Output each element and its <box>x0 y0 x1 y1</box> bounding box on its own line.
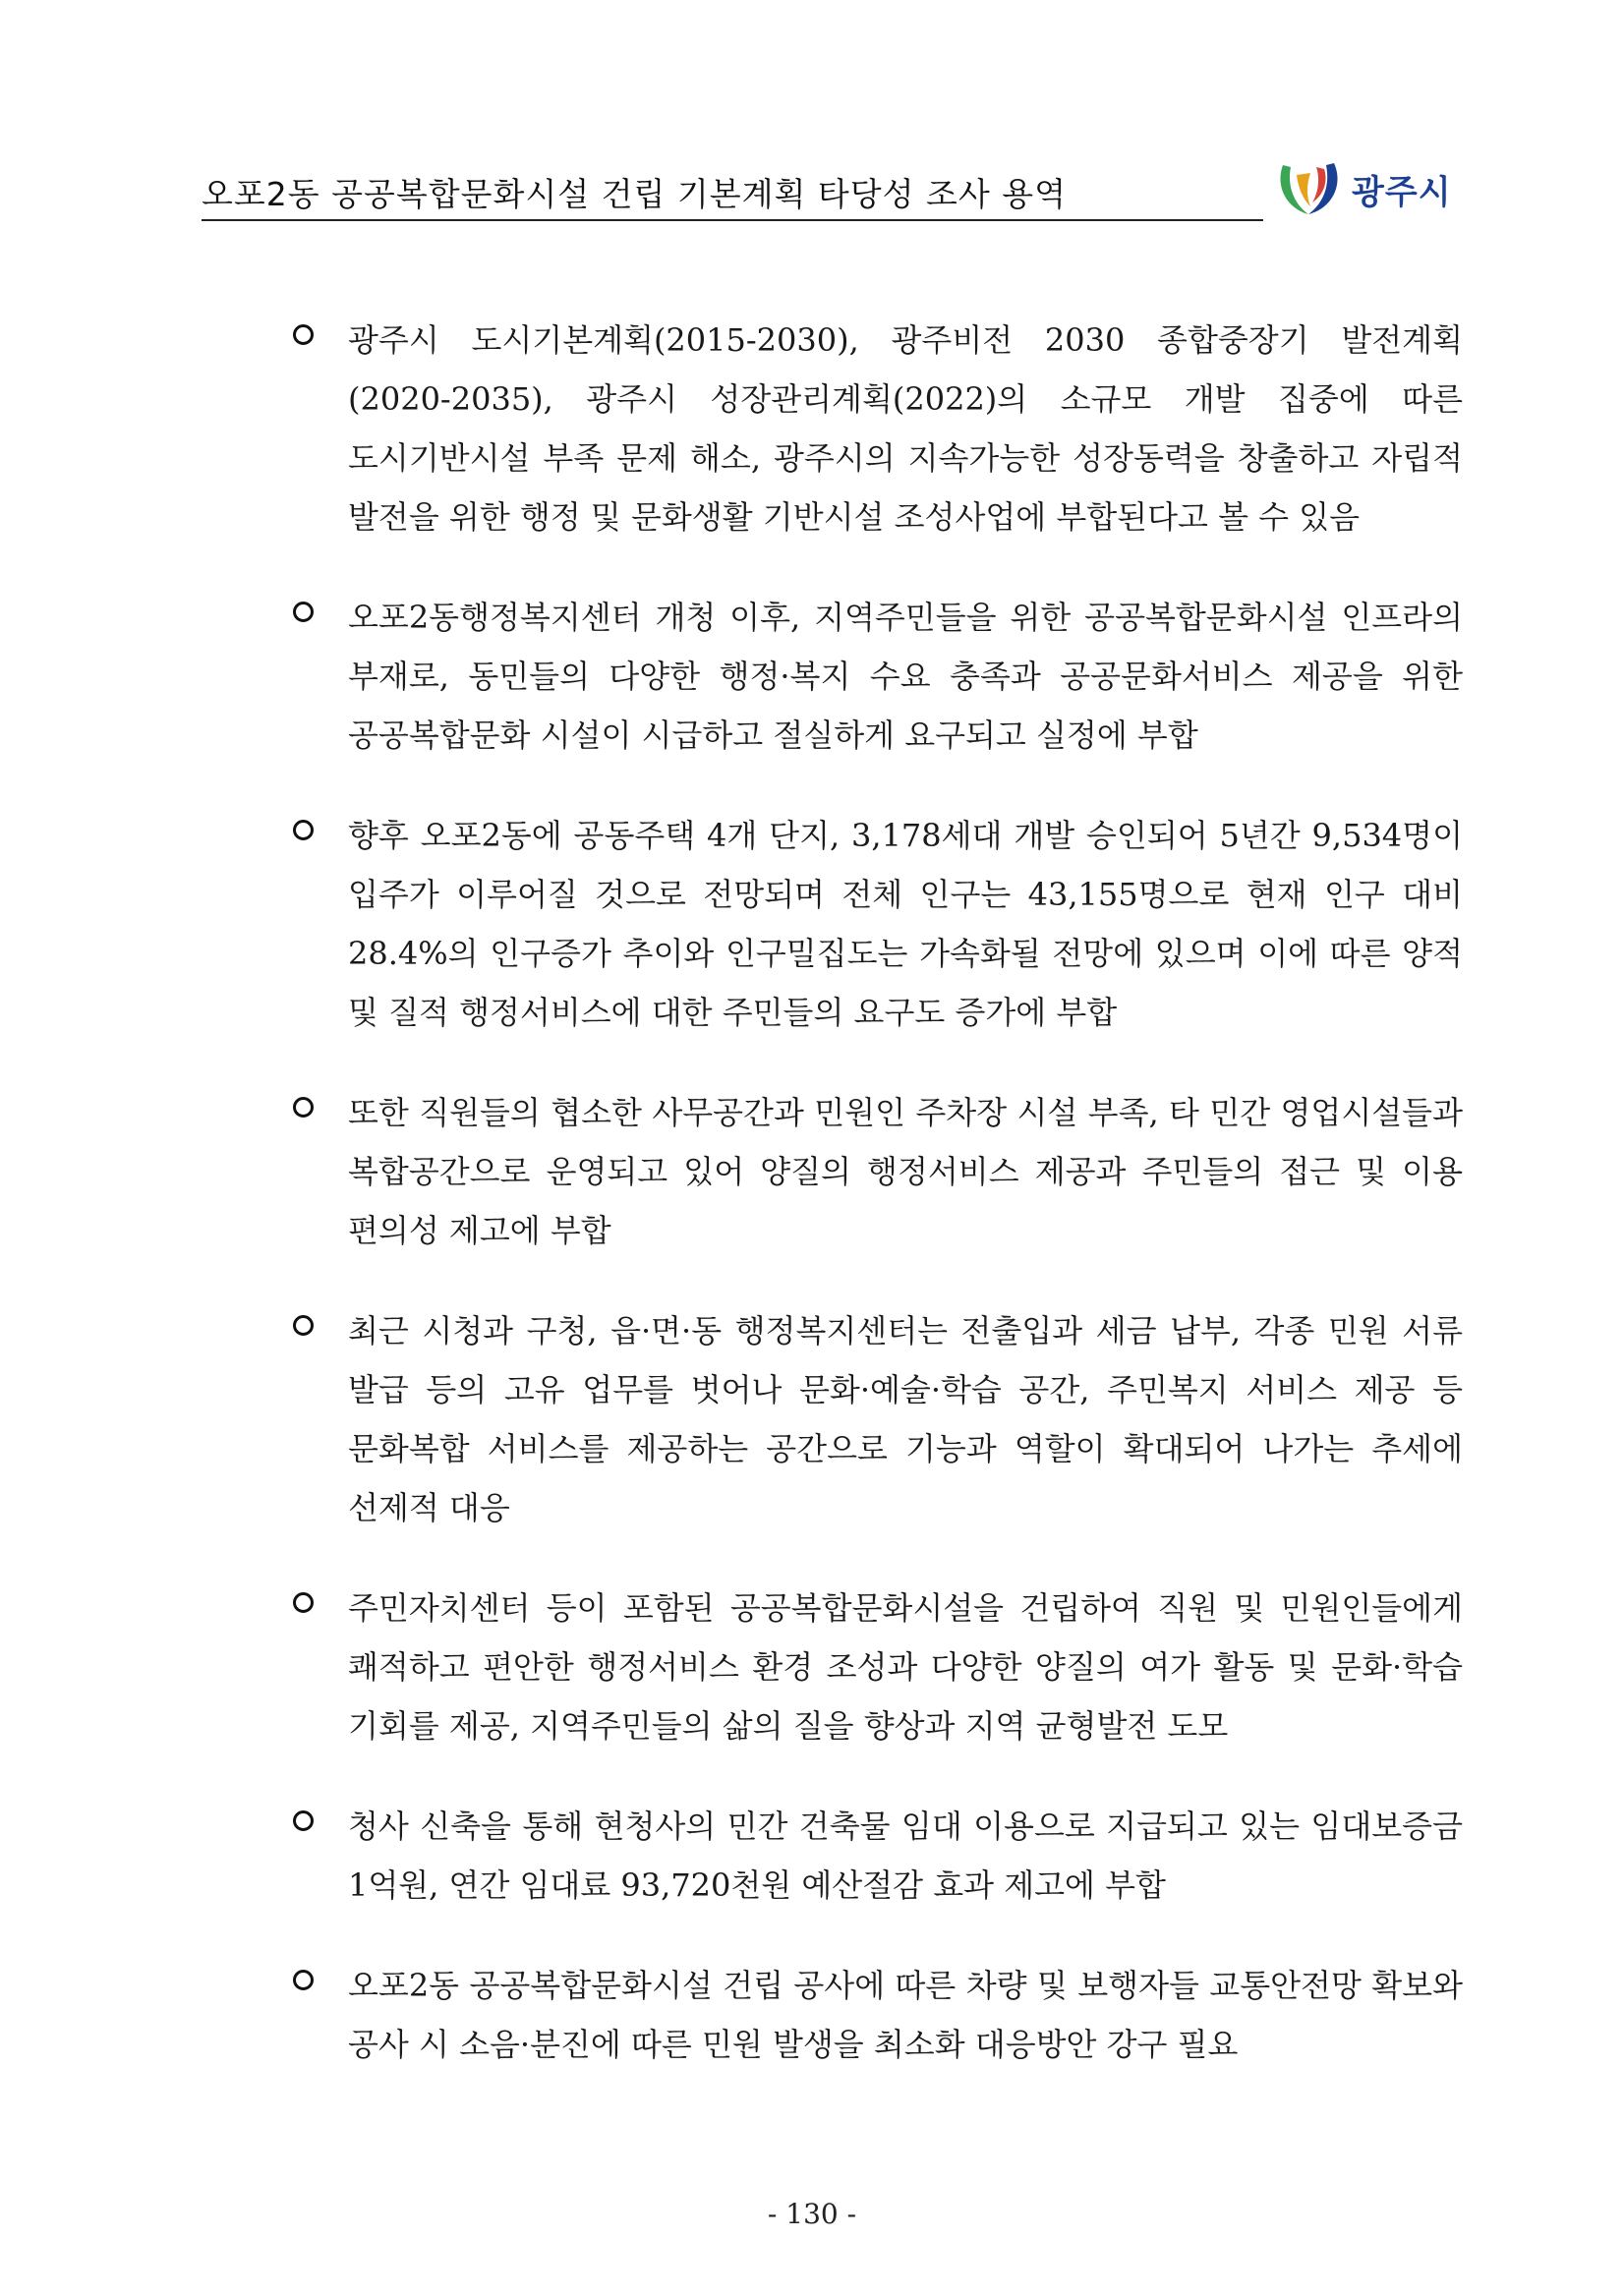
circle-bullet-icon <box>293 820 314 840</box>
page-header <box>202 157 1470 226</box>
list-item <box>293 1083 1463 1260</box>
list-item <box>293 311 1463 546</box>
circle-bullet-icon <box>293 602 314 622</box>
circle-bullet-icon <box>293 1592 314 1613</box>
circle-bullet-icon <box>293 1970 314 1990</box>
list-item <box>293 588 1463 765</box>
header-divider <box>202 219 1263 221</box>
list-item <box>293 1578 1463 1755</box>
list-item-text: 주민자치센터 등이 포함된 공공복합문화시설을 건립하여 직원 및 민원인들에게 쾌적하고 편안한 행정서비스 환경 조성과 다양한 양질의 여가 활동 및 문화·학습 기회를 제공, 지역주민들의 삶의 질을 향상과 지역 균형발전 도모 <box>348 1589 1463 1745</box>
circle-bullet-icon <box>293 1810 314 1831</box>
list-item <box>293 1797 1463 1915</box>
circle-bullet-icon <box>293 324 314 345</box>
list-item <box>293 806 1463 1042</box>
page-number: - 130 - <box>767 2198 857 2230</box>
list-item-text: 오포2동행정복지센터 개청 이후, 지역주민들을 위한 공공복합문화시설 인프라의 부재로, 동민들의 다양한 행정·복지 수요 충족과 공공문화서비스 제공을 위한 공공복합문화 시설이 시급하고 절실하게 요구되고 실정에 부합 <box>348 599 1463 754</box>
list-item-text: 향후 오포2동에 공동주택 4개 단지, 3,178세대 개발 승인되어 5년간 9,534명이 입주가 이루어질 것으로 전망되며 전체 인구는 43,155명으로 현재 인구 대비 28.4%의 인구증가 추이와 인구밀집도는 가속화될 전망에 있으며 이에 따른 양적 및 질적 행정서비스에 대한 주민들의 요구도 증가에 부합 <box>348 817 1463 1031</box>
logo-text: 광주시 <box>1352 173 1452 212</box>
list-item-text: 최근 시청과 구청, 읍·면·동 행정복지센터는 전출입과 세금 납부, 각종 민원 서류 발급 등의 고유 업무를 벗어나 문화·예술·학습 공간, 주민복지 서비스 제공 등 문화복합 서비스를 제공하는 공간으로 기능과 역할이 확대되어 나가는 추세에 선제적 대응 <box>348 1312 1463 1526</box>
list-item-text: 또한 직원들의 협소한 사무공간과 민원인 주차장 시설 부족, 타 민간 영업시설들과 복합공간으로 운영되고 있어 양질의 행정서비스 제공과 주민들의 접근 및 이용 편의성 제고에 부합 <box>348 1094 1463 1249</box>
circle-bullet-icon <box>293 1315 314 1336</box>
list-item <box>293 1956 1463 2074</box>
city-logo <box>1273 157 1470 222</box>
list-item-text: 광주시 도시기본계획(2015-2030), 광주비전 2030 종합중장기 발전계획 (2020-2035), 광주시 성장관리계획(2022)의 소규모 개발 집중에 따른 도시기반시설 부족 문제 해소, 광주시의 지속가능한 성장동력을 창출하고 자립적 발전을 위한 행정 및 문화생활 기반시설 조성사업에 부합된다고 볼 수 있음 <box>348 321 1463 536</box>
circle-bullet-icon <box>293 1097 314 1118</box>
list-item <box>293 1301 1463 1537</box>
bullet-list <box>293 311 1463 2115</box>
list-item-text: 오포2동 공공복합문화시설 건립 공사에 따른 차량 및 보행자들 교통안전망 확보와 공사 시 소음·분진에 따른 민원 발생을 최소화 대응방안 강구 필요 <box>348 1967 1463 2063</box>
city-emblem-icon <box>1273 157 1344 222</box>
list-item-text: 청사 신축을 통해 현청사의 민간 건축물 임대 이용으로 지급되고 있는 임대보증금 1억원, 연간 임대료 93,720천원 예산절감 효과 제고에 부합 <box>348 1808 1463 1904</box>
header-title: 오포2동 공공복합문화시설 건립 기본계획 타당성 조사 용역 <box>202 175 1068 213</box>
